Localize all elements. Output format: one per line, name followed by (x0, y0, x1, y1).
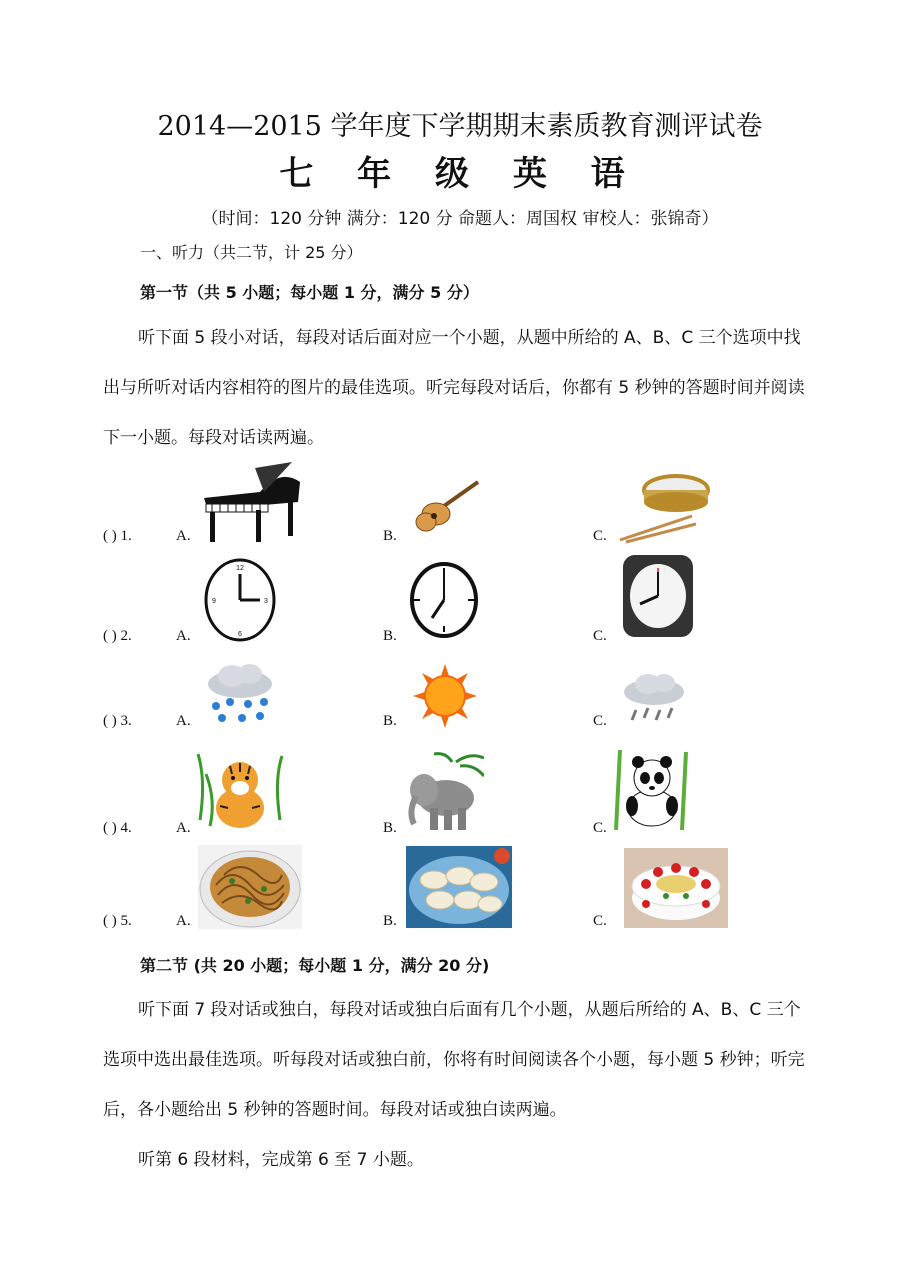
option-b-label: B. (383, 820, 397, 836)
rain-cloud-icon (622, 672, 686, 728)
section1-heading: 第一节（共 5 小题；每小题 1 分，满分 5 分） (140, 283, 479, 302)
dumplings-icon (406, 846, 512, 928)
option-c-label: C. (593, 913, 607, 929)
tiger-icon (196, 750, 284, 832)
piano-icon (200, 462, 302, 544)
noodles-icon (198, 845, 302, 929)
svg-text:3: 3 (264, 598, 268, 605)
material-note: 听第 6 段材料，完成第 6 至 7 小题。 (138, 1150, 424, 1170)
exam-subject: 七 年 级 英 语 (279, 154, 641, 194)
panda-icon (610, 750, 692, 830)
question-4-label: ( ) 4. (103, 820, 132, 836)
clock-eight-icon (622, 554, 694, 638)
option-a-label: A. (176, 820, 191, 836)
clock-three-icon (202, 556, 278, 644)
section2-instructions: 听下面 7 段对话或独白，每段对话或独白后面有几个小题，从题后所给的 A、B、C 三个 选项中选出最佳选项。听每段对话或独白前，你将有时间阅读各个小题，每小题 5 秒钟；听完 后，各小题给出 5 秒钟的答题时间。每段对话或独白读两遍。 听第 6 段材料，完成第 6 至 7 小题。 (103, 1000, 805, 1170)
section2-heading: 第二节 (共 20 小题；每小题 1 分，满分 20 分) (140, 956, 490, 975)
part-heading: 一、听力（共二节，计 25 分） (140, 243, 363, 262)
section1-instructions: 听下面 5 段小对话，每段对话后面对应一个小题，从题中所给的 A、B、C 三个选项中找 出与所听对话内容相符的图片的最佳选项。听完每段对话后，你都有 5 秒钟的答题时间并阅读 下一小题。每段对话读两遍。 (103, 328, 805, 448)
guitar-icon (414, 478, 482, 534)
option-a-label: A. (176, 713, 191, 729)
cake-icon (624, 848, 728, 928)
snow-cloud-icon (204, 662, 276, 726)
option-b-label: B. (383, 913, 397, 929)
option-a-label: A. (176, 528, 191, 544)
svg-text:9: 9 (212, 598, 216, 605)
option-c-label: C. (593, 820, 607, 836)
option-b-label: B. (383, 528, 397, 544)
svg-text:12: 12 (236, 565, 244, 572)
question-1-label: ( ) 1. (103, 528, 132, 544)
option-c-label: C. (593, 528, 607, 544)
question-2-label: ( ) 2. (103, 628, 132, 644)
question-5-label: ( ) 5. (103, 913, 132, 929)
option-c-label: C. (593, 628, 607, 644)
clock-seven-icon (408, 560, 480, 640)
option-b-label: B. (383, 628, 397, 644)
svg-text:6: 6 (238, 631, 242, 638)
elephant-icon (400, 752, 484, 834)
sun-icon (413, 664, 477, 728)
exam-meta: （时间：120 分钟 满分：120 分 命题人：周国权 审校人：张锦奇） (201, 209, 719, 229)
exam-title: 2014—2015 学年度下学期期末素质教育测评试卷 (157, 111, 763, 142)
option-c-label: C. (593, 713, 607, 729)
question-3-label: ( ) 3. (103, 713, 132, 729)
drum-icon (616, 466, 712, 544)
option-b-label: B. (383, 713, 397, 729)
option-a-label: A. (176, 913, 191, 929)
option-a-label: A. (176, 628, 191, 644)
